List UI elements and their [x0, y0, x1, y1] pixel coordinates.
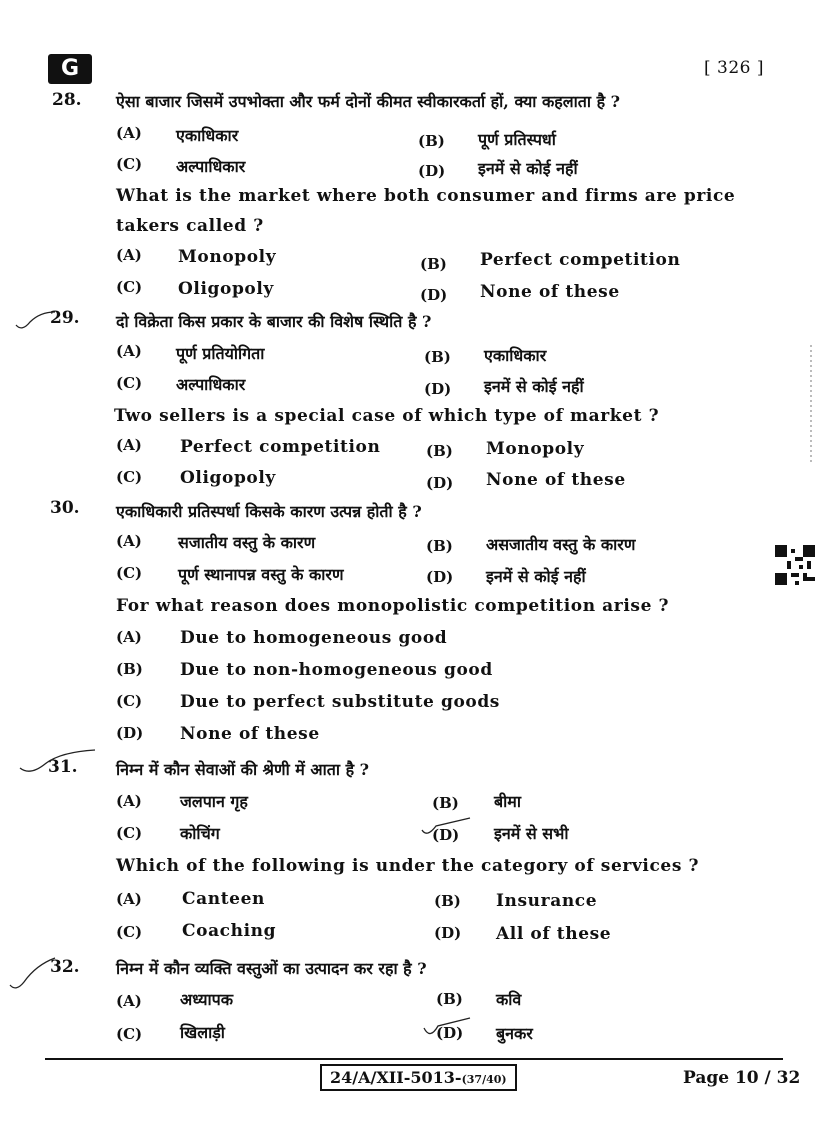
option-label: (D) — [418, 162, 446, 180]
option-label: (C) — [116, 278, 143, 296]
option-english: Coaching — [182, 921, 277, 941]
option-label: (D) — [424, 380, 452, 398]
tick-mark-q29 — [16, 312, 55, 328]
question-hindi: दो विक्रेता किस प्रकार के बाजार की विशेष स्थिति है ? — [116, 312, 432, 331]
option-hindi: अध्यापक — [180, 990, 234, 1009]
question-number: 29. — [50, 308, 80, 328]
page-code: [ 326 ] — [704, 58, 765, 78]
option-label: (D) — [116, 724, 144, 742]
option-label: (B) — [424, 348, 451, 366]
question-hindi: निम्न में कौन व्यक्ति वस्तुओं का उत्पादन कर रहा है ? — [116, 959, 427, 978]
answer-mark-q32 — [424, 1018, 470, 1034]
option-label: (A) — [116, 436, 142, 454]
option-hindi: अल्पाधिकार — [176, 375, 246, 394]
set-label-badge: G — [48, 54, 92, 84]
option-label: (C) — [116, 155, 143, 173]
option-label: (D) — [436, 1024, 464, 1042]
option-label: (B) — [432, 794, 459, 812]
option-hindi: पूर्ण प्रतिस्पर्धा — [478, 130, 556, 149]
option-english: None of these — [480, 282, 620, 302]
option-hindi: एकाधिकार — [176, 126, 239, 145]
option-english: Oligopoly — [180, 468, 276, 488]
option-label: (B) — [426, 537, 453, 555]
option-english: Canteen — [182, 889, 265, 909]
qr-code — [775, 545, 815, 585]
option-hindi: एकाधिकार — [484, 346, 547, 365]
option-hindi: इनमें से कोई नहीं — [478, 159, 578, 178]
question-hindi: निम्न में कौन सेवाओं की श्रेणी में आता है ? — [116, 760, 370, 779]
option-label: (C) — [116, 374, 143, 392]
paper-code-suffix: (37/40) — [461, 1073, 507, 1086]
option-english: Due to perfect substitute goods — [180, 692, 500, 712]
option-label: (D) — [432, 826, 460, 844]
option-hindi: इनमें से सभी — [494, 824, 569, 843]
option-english: Monopoly — [486, 439, 585, 459]
option-label: (B) — [116, 660, 143, 678]
option-english: Oligopoly — [178, 279, 274, 299]
paper-code: 24/A/XII-5013- — [330, 1068, 462, 1087]
option-english: Perfect competition — [180, 437, 381, 457]
option-label: (D) — [434, 924, 462, 942]
option-label: (C) — [116, 1025, 143, 1043]
option-label: (A) — [116, 792, 142, 810]
question-number: 31. — [48, 757, 78, 777]
option-label: (A) — [116, 992, 142, 1010]
option-label: (D) — [426, 474, 454, 492]
option-hindi: पूर्ण स्थानापन्न वस्तु के कारण — [178, 565, 344, 584]
option-label: (A) — [116, 246, 142, 264]
question-english: For what reason does monopolistic competition arise ? — [116, 596, 670, 616]
option-label: (A) — [116, 342, 142, 360]
question-english: takers called ? — [116, 216, 264, 236]
paper-code-box — [320, 1064, 517, 1091]
option-english: All of these — [496, 924, 612, 944]
side-dots — [808, 345, 814, 465]
question-hindi: ऐसा बाजार जिसमें उपभोक्ता और फर्म दोनों कीमत स्वीकारकर्ता हों, क्या कहलाता है ? — [116, 92, 621, 111]
question-english: What is the market where both consumer and firms are price — [116, 186, 736, 206]
option-label: (C) — [116, 923, 143, 941]
option-english: Perfect competition — [480, 250, 681, 270]
question-number: 30. — [50, 498, 80, 518]
option-english: Due to non-homogeneous good — [180, 660, 493, 680]
option-hindi: कोचिंग — [180, 824, 220, 843]
option-hindi: अल्पाधिकार — [176, 157, 246, 176]
option-hindi: बुनकर — [496, 1024, 533, 1043]
question-number: 28. — [52, 90, 82, 110]
option-label: (B) — [418, 132, 445, 150]
question-hindi: एकाधिकारी प्रतिस्पर्धा किसके कारण उत्पन्न होती है ? — [116, 502, 422, 521]
page-number: Page 10 / 32 — [683, 1068, 801, 1088]
option-hindi: इनमें से कोई नहीं — [484, 377, 584, 396]
option-label: (C) — [116, 824, 143, 842]
option-label: (B) — [436, 990, 463, 1008]
option-label: (D) — [420, 286, 448, 304]
option-hindi: खिलाड़ी — [180, 1023, 225, 1042]
option-english: Due to homogeneous good — [180, 628, 448, 648]
option-hindi: कवि — [496, 990, 522, 1009]
option-label: (D) — [426, 568, 454, 586]
option-label: (B) — [420, 255, 447, 273]
option-label: (C) — [116, 692, 143, 710]
option-english: None of these — [486, 470, 626, 490]
option-hindi: असजातीय वस्तु के कारण — [486, 535, 636, 554]
option-label: (C) — [116, 564, 143, 582]
option-label: (A) — [116, 890, 142, 908]
tick-mark-q31 — [20, 750, 95, 771]
option-label: (A) — [116, 628, 142, 646]
option-english: Insurance — [496, 891, 598, 911]
answer-mark-q31 — [422, 818, 470, 833]
option-hindi: इनमें से कोई नहीं — [486, 567, 586, 586]
option-hindi: सजातीय वस्तु के कारण — [178, 533, 316, 552]
option-label: (A) — [116, 124, 142, 142]
option-english: None of these — [180, 724, 320, 744]
question-number: 32. — [50, 957, 80, 977]
option-label: (B) — [434, 892, 461, 910]
option-hindi: जलपान गृह — [180, 792, 248, 811]
option-hindi: बीमा — [494, 792, 521, 811]
option-label: (C) — [116, 468, 143, 486]
option-label: (A) — [116, 532, 142, 550]
option-label: (B) — [426, 442, 453, 460]
option-hindi: पूर्ण प्रतियोगिता — [176, 344, 265, 363]
option-english: Monopoly — [178, 247, 277, 267]
question-english: Which of the following is under the category of services ? — [116, 856, 700, 876]
question-english: Two sellers is a special case of which type of market ? — [114, 406, 660, 426]
tick-mark-q32 — [10, 958, 55, 988]
footer-divider — [45, 1058, 783, 1060]
